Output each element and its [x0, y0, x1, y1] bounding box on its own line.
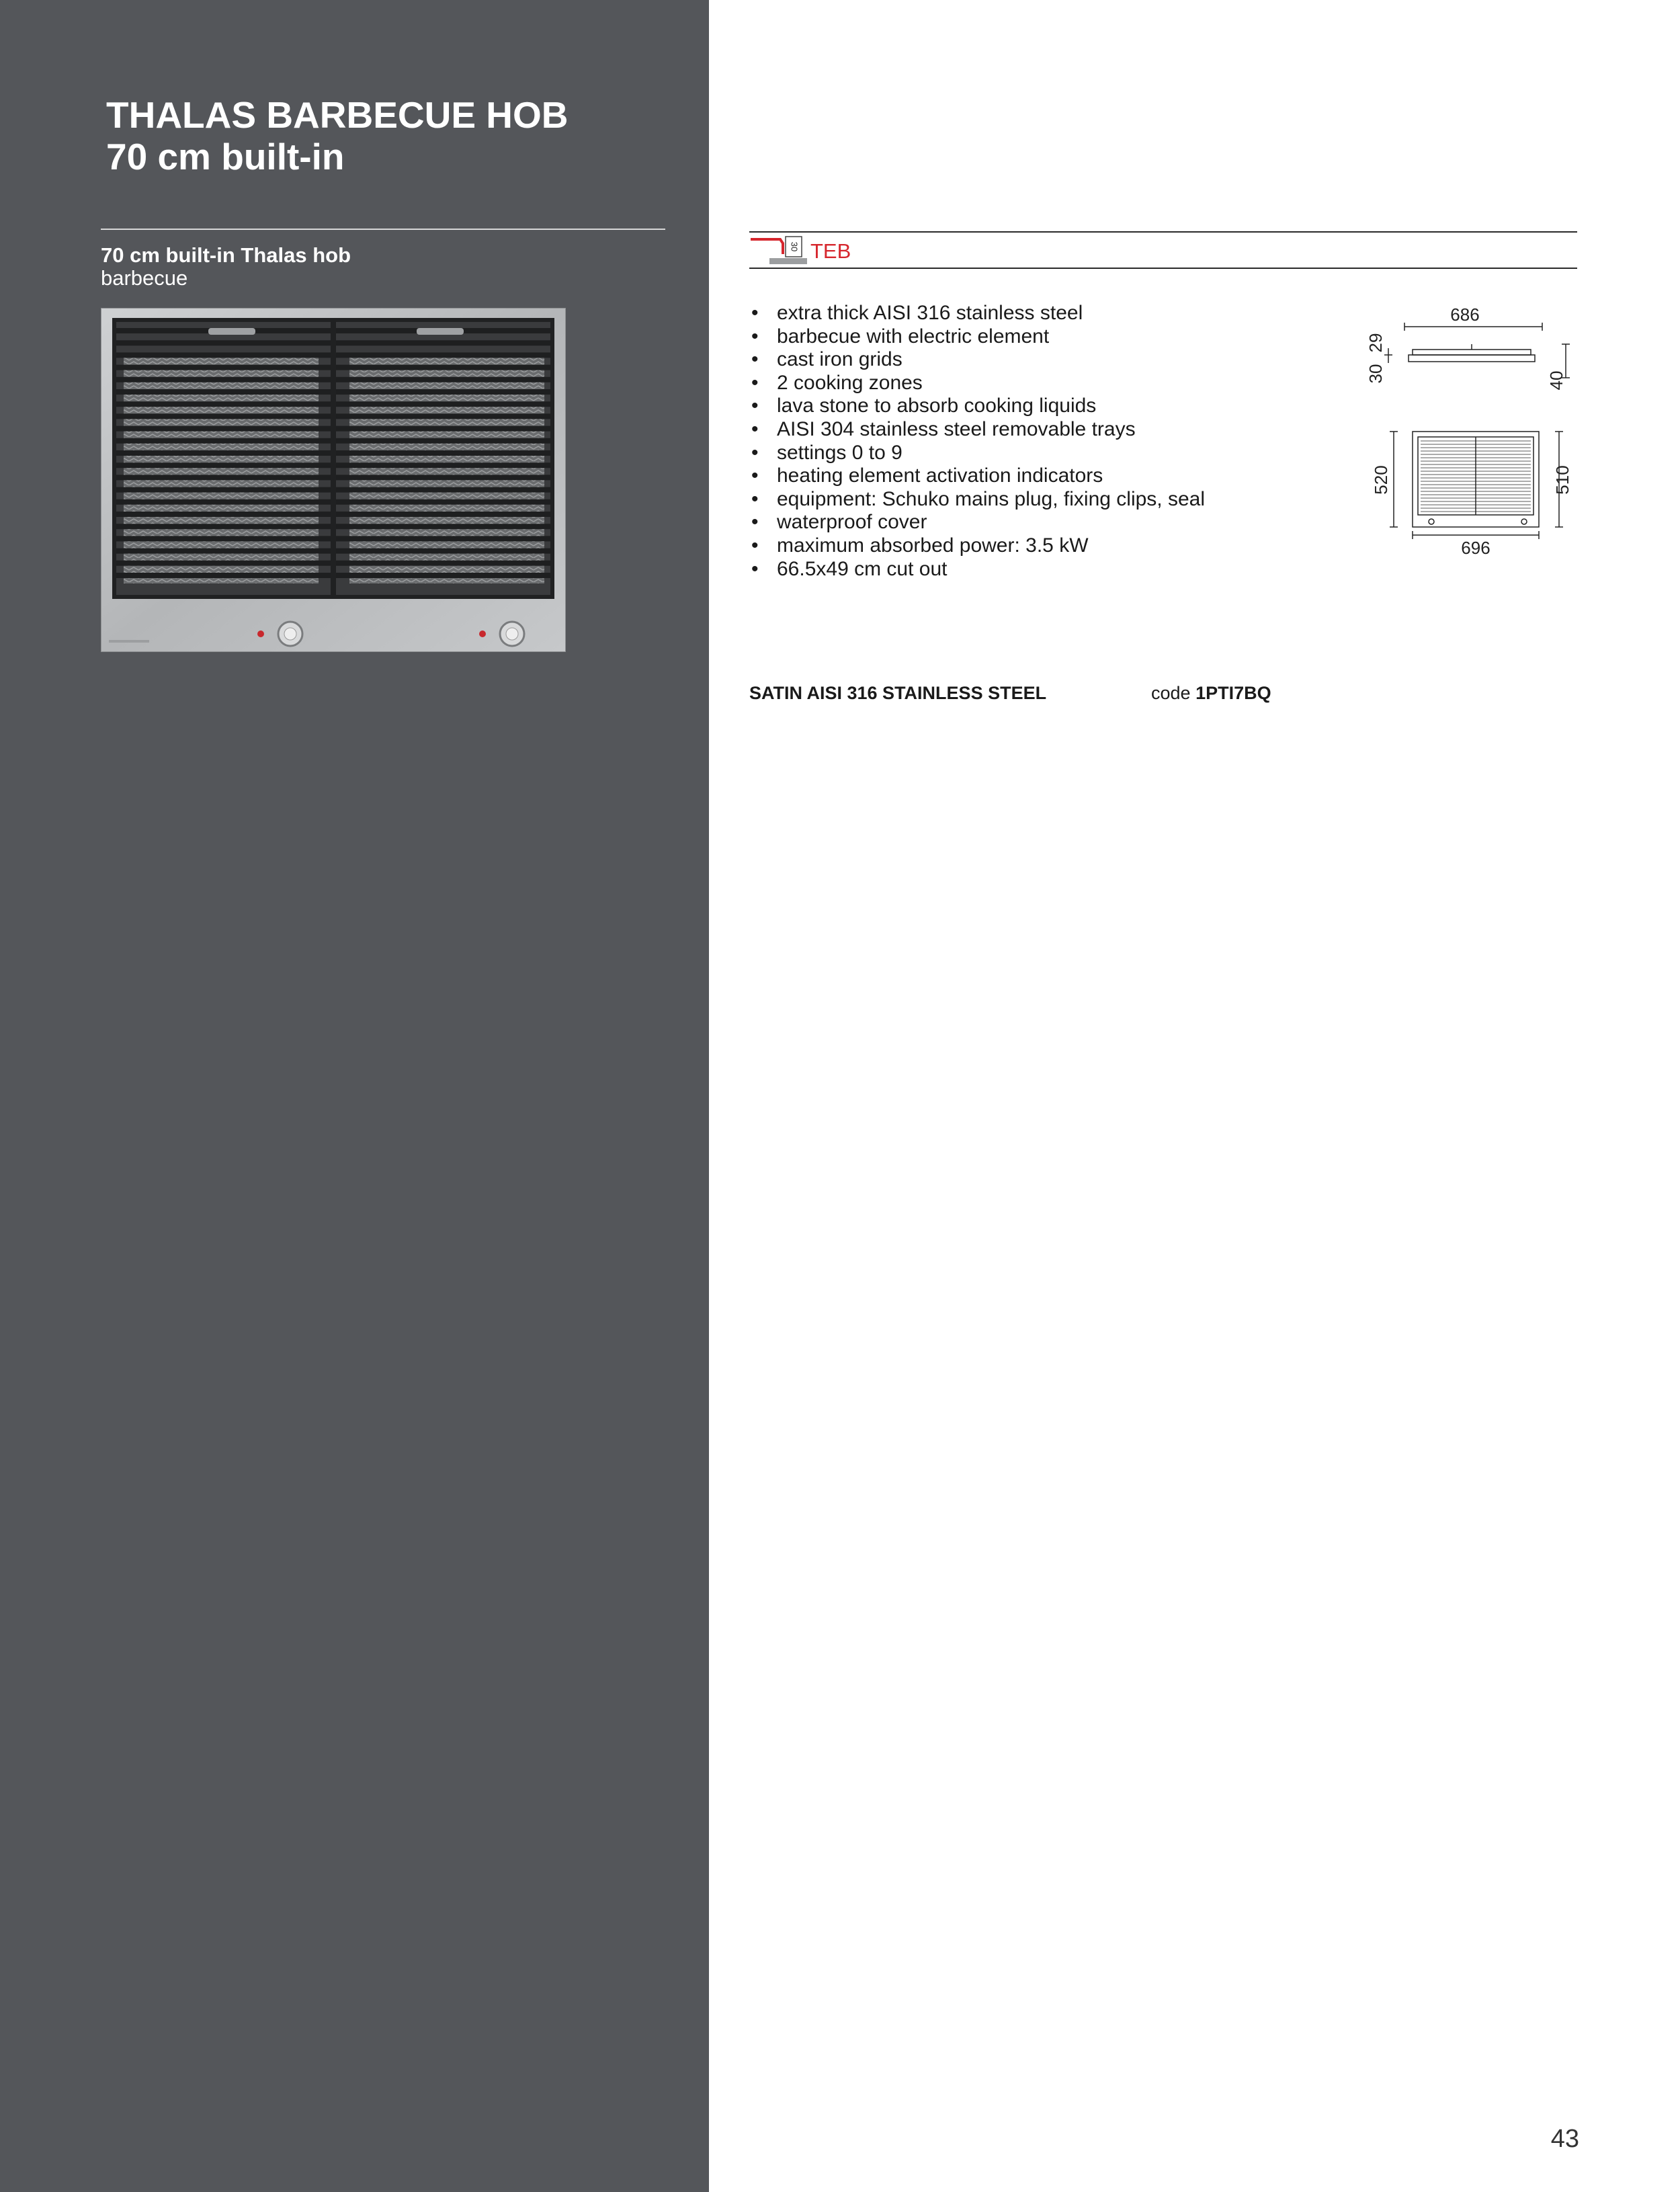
page-number: 43	[1550, 2125, 1579, 2153]
page-title-line-2: 70 cm built-in	[106, 136, 345, 177]
dim-top-width: 686	[1450, 305, 1480, 325]
feature-item: • waterproof cover	[751, 511, 1207, 534]
finish-code-label: code	[1151, 683, 1191, 703]
installation-icon-number: 30	[789, 241, 800, 252]
dim-bottom-width: 696	[1461, 538, 1490, 558]
dim-height-a: 29	[1366, 333, 1386, 353]
installation-code: TEB	[810, 239, 851, 263]
feature-item: • 66.5x49 cm cut out	[751, 558, 1207, 581]
feature-item: • 2 cooking zones	[751, 372, 1207, 395]
dimension-drawing	[1364, 302, 1586, 565]
finish-name: SATIN AISI 316 STAINLESS STEEL	[749, 683, 1047, 703]
finish-code	[1151, 682, 1271, 704]
dim-height-c: 40	[1546, 370, 1566, 391]
product-photo	[101, 308, 566, 652]
page-title	[106, 94, 569, 177]
feature-item: • extra thick AISI 316 stainless steel	[751, 302, 1207, 325]
installation-icon	[749, 234, 807, 268]
product-type: barbecue	[101, 266, 188, 290]
feature-item: • maximum absorbed power: 3.5 kW	[751, 534, 1207, 558]
feature-item: • AISI 304 stainless steel removable trays	[751, 418, 1207, 442]
spec-divider-top	[749, 231, 1577, 233]
dim-depth-right: 510	[1552, 465, 1572, 495]
feature-list	[751, 302, 1207, 581]
feature-item: • settings 0 to 9	[751, 442, 1207, 465]
feature-item: • equipment: Schuko mains plug, fixing clips, seal	[751, 488, 1207, 512]
page-title-line-1: THALAS BARBECUE HOB	[106, 94, 569, 136]
dim-height-b: 30	[1366, 364, 1386, 384]
feature-item: • cast iron grids	[751, 348, 1207, 372]
feature-item: • lava stone to absorb cooking liquids	[751, 395, 1207, 418]
left-divider	[101, 229, 665, 230]
dim-depth-left: 520	[1371, 465, 1391, 495]
spec-divider-bottom	[749, 268, 1577, 269]
feature-item: • barbecue with electric element	[751, 325, 1207, 349]
finish-code-value: 1PTI7BQ	[1195, 683, 1271, 703]
feature-item: • heating element activation indicators	[751, 464, 1207, 488]
product-name: 70 cm built-in Thalas hob	[101, 243, 351, 267]
